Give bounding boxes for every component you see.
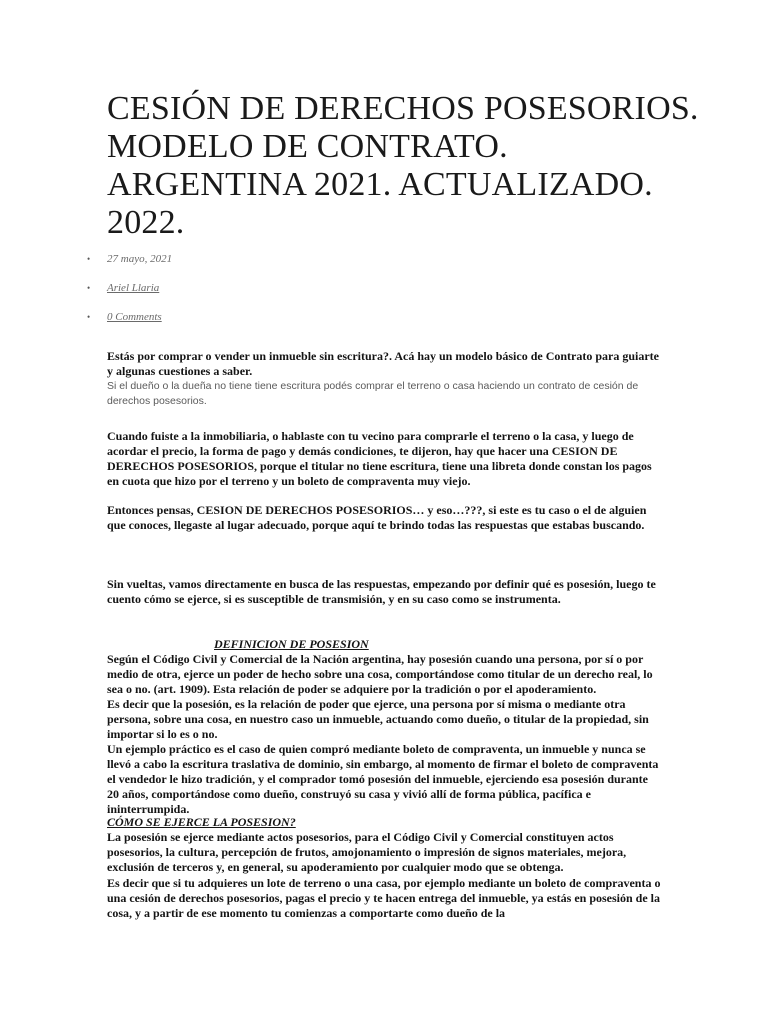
como-se-ejerce-heading: CÓMO SE EJERCE LA POSESION? xyxy=(107,815,296,829)
definicion-paragraph-2: Es decir que la posesión, es la relación de poder que ejerce, una persona por sí misma o mediante otra persona, sobre una cosa, en nuestro caso un inmueble, actuando como dueño, o titular de la propiedad, sin importar si lo es o no. xyxy=(107,697,649,741)
author-link[interactable]: Ariel Llaria xyxy=(107,282,160,294)
definicion-paragraph-1: Según el Código Civil y Comercial de la Nación argentina, hay posesión cuando una persona, por sí o por medio de otra, ejerce un poder de hecho sobre una cosa, comportándose como titular de un derecho real, lo sea o no. (art. 1909). Esta relación de poder se adquiere por la tradición o por el apoderamiento. xyxy=(107,652,653,696)
entonces-paragraph: Entonces pensas, CESION DE DERECHOS POSESORIOS… y eso…???, si este es tu caso o el de alguien que conoces, llegaste al lugar adecuado, porque aquí te brindo todas las respuestas que estabas buscando. xyxy=(107,503,647,532)
bullet-icon: • xyxy=(87,312,91,322)
post-author-item xyxy=(87,281,159,295)
sin-vueltas-paragraph: Sin vueltas, vamos directamente en busca de las respuestas, empezando por definir qué es posesión, luego te cuento cómo se ejerce, si es susceptible de transmisión, y en su caso como se instrumenta. xyxy=(107,577,656,606)
definicion-heading: DEFINICION DE POSESION xyxy=(214,637,369,651)
definicion-paragraph-3: Un ejemplo práctico es el caso de quien compró mediante boleto de compraventa, un inmueble y nunca se llevó a cabo la escritura traslativa de dominio, sin embargo, al momento de firmar el boleto de compraventa el vendedor le hizo tradición, y el comprador tomó posesión del inmueble, ejerciendo esa posesión durante 20 años, comportándose como dueño, construyó su casa y vivió allí de forma pública, pacífica e ininterrumpida. xyxy=(107,742,659,816)
post-comments-item xyxy=(87,310,162,324)
intro-paragraph: Estás por comprar o vender un inmueble sin escritura?. Acá hay un modelo básico de Contrato para guiarte y algunas cuestiones a saber. xyxy=(107,349,660,378)
comments-link[interactable]: 0 Comments xyxy=(107,311,162,323)
post-date-item xyxy=(87,252,172,266)
como-se-ejerce-paragraph-1: La posesión se ejerce mediante actos posesorios, para el Código Civil y Comercial constituyen actos posesorios, la cultura, percepción de frutos, amojonamiento o impresión de signos materiales, mejora, exclusión de terceros y, en general, su apoderamiento por cualquier modo que se obtenga. xyxy=(107,830,627,874)
inmobiliaria-paragraph: Cuando fuiste a la inmobiliaria, o hablaste con tu vecino para comprarle el terreno o la casa, y luego de acordar el precio, la forma de pago y demás condiciones, te dijeron, hay que hacer una CESION DE DERECHOS POSESORIOS, porque el titular no tiene escritura, tiene una libreta donde constan los pagos en cuota que hizo por el terreno y un boleto de compraventa muy viejo. xyxy=(107,429,652,488)
post-date: 27 mayo, 2021 xyxy=(107,253,173,265)
article-title: CESIÓN DE DERECHOS POSESORIOS. MODELO DE CONTRATO. ARGENTINA 2021. ACTUALIZADO. 2022. xyxy=(107,90,699,241)
bullet-icon: • xyxy=(87,283,91,293)
como-se-ejerce-paragraph-2: Es decir que si tu adquieres un lote de terreno o una casa, por ejemplo mediante un boleto de compraventa o una cesión de derechos posesorios, pagas el precio y te hacen entrega del inmueble, ya estás en posesión de la cosa, y a partir de ese momento tu comienzas a comportarte como dueño de la xyxy=(107,876,661,920)
intro-note-paragraph: Si el dueño o la dueña no tiene tiene escritura podés comprar el terreno o casa haciendo un contrato de cesión de derechos posesorios. xyxy=(107,380,639,407)
bullet-icon: • xyxy=(87,254,91,264)
